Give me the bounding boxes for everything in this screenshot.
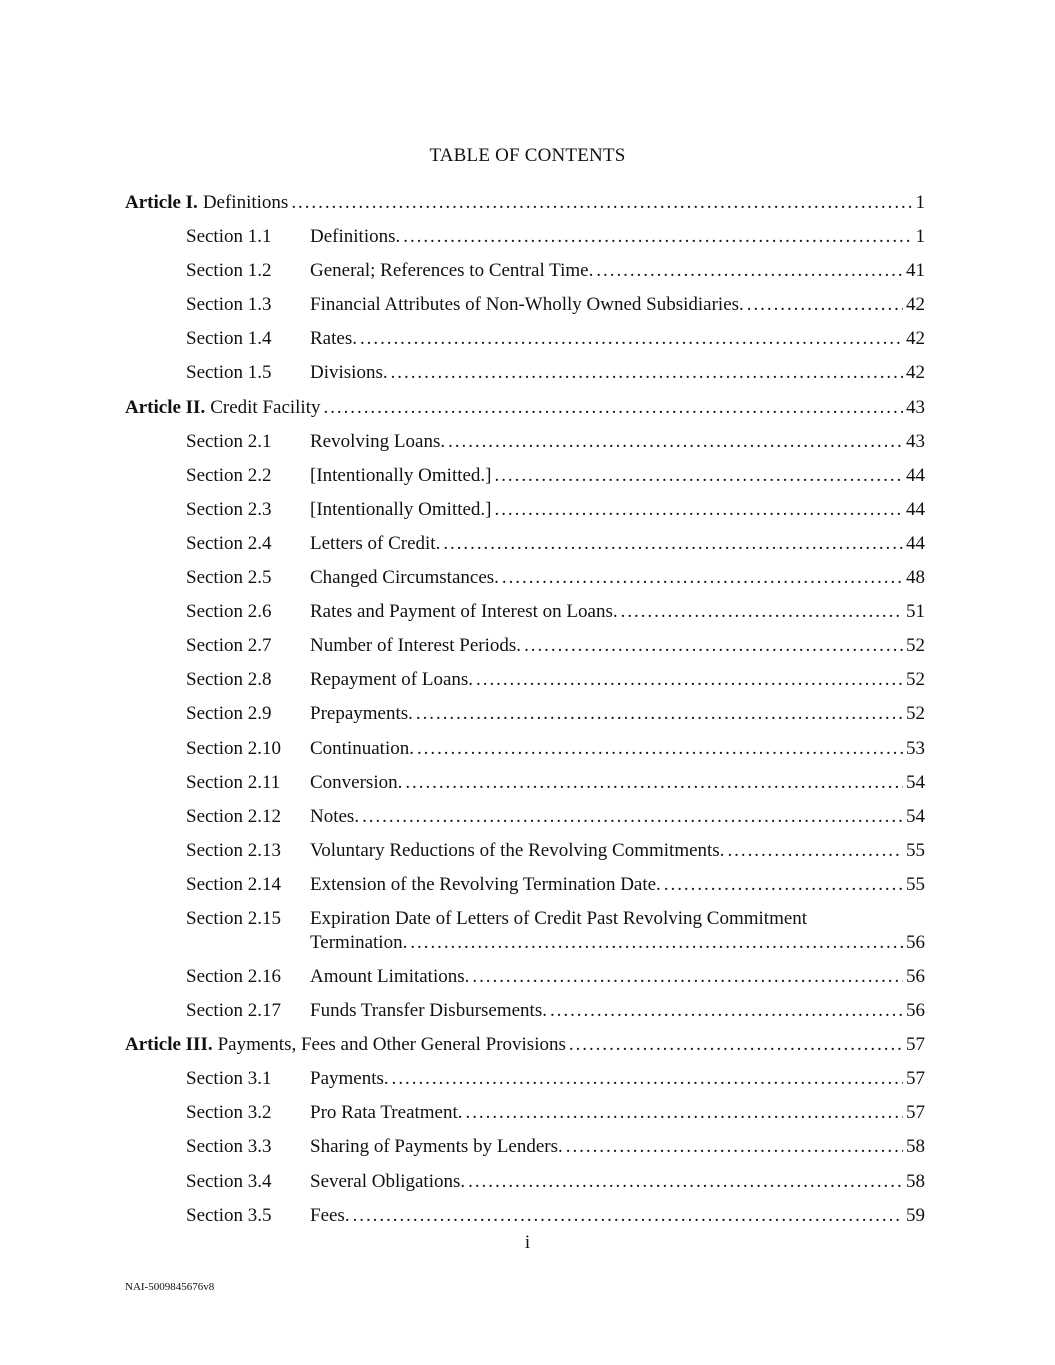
dot-leader	[476, 663, 903, 697]
toc-section-entry[interactable]	[125, 527, 925, 561]
section-label: Section 2.14	[186, 873, 281, 895]
section-label: Section 2.5	[186, 567, 272, 589]
toc-section-entry[interactable]	[125, 960, 925, 994]
entry-title: Revolving Loans.	[310, 430, 446, 452]
entry-page-number: 52	[906, 703, 925, 725]
dot-leader	[391, 356, 903, 390]
entry-page-number: 57	[906, 1102, 925, 1124]
dot-leader	[410, 931, 903, 955]
dot-leader	[362, 800, 903, 834]
dot-leader	[621, 595, 903, 629]
toc-section-entry[interactable]	[125, 834, 925, 868]
toc-section-entry[interactable]	[125, 902, 925, 960]
section-label: Section 1.2	[186, 260, 272, 282]
entry-title-continued: Termination.	[310, 931, 408, 953]
section-label: Section 3.4	[186, 1170, 272, 1192]
article-label: Article III.	[125, 1034, 213, 1056]
entry-title: Divisions.	[310, 362, 388, 384]
dot-leader	[502, 561, 903, 595]
section-label: Section 2.15	[186, 907, 281, 929]
entry-page-number: 48	[906, 567, 925, 589]
section-label: Section 2.3	[186, 498, 272, 520]
entry-title: Rates and Payment of Interest on Loans.	[310, 601, 618, 623]
entry-title: Prepayments.	[310, 703, 413, 725]
entry-title: Expiration Date of Letters of Credit Past Revolving Commitment	[310, 907, 808, 929]
entry-page-number: 41	[906, 260, 925, 282]
dot-leader	[392, 1062, 903, 1096]
entry-title: Repayment of Loans.	[310, 669, 474, 691]
toc-section-entry[interactable]	[125, 459, 925, 493]
article-label: Article II.	[125, 396, 206, 418]
dot-leader	[468, 1165, 903, 1199]
entry-page-number: 59	[906, 1204, 925, 1226]
entry-page-number: 57	[906, 1068, 925, 1090]
entry-title: Letters of Credit.	[310, 532, 441, 554]
section-label: Section 2.6	[186, 601, 272, 623]
entry-page-number: 43	[906, 396, 925, 418]
section-label: Section 3.1	[186, 1068, 272, 1090]
section-label: Section 2.17	[186, 1000, 281, 1022]
entry-page-number: 57	[906, 1034, 925, 1056]
dot-leader	[495, 493, 903, 527]
entry-title: Financial Attributes of Non-Wholly Owned Subsidiaries.	[310, 294, 744, 316]
toc-section-entry[interactable]	[125, 595, 925, 629]
toc-section-entry[interactable]	[125, 254, 925, 288]
entry-page-number: 58	[906, 1170, 925, 1192]
dot-leader	[747, 288, 903, 322]
toc-article-entry[interactable]	[125, 1028, 925, 1062]
entry-title: [Intentionally Omitted.]	[310, 498, 492, 520]
entry-title: Sharing of Payments by Lenders.	[310, 1136, 563, 1158]
section-label: Section 2.9	[186, 703, 272, 725]
entry-page-number: 56	[906, 965, 925, 987]
entry-page-number: 44	[906, 532, 925, 554]
dot-leader	[727, 834, 903, 868]
dot-leader	[524, 629, 903, 663]
entry-page-number: 58	[906, 1136, 925, 1158]
entry-page-number: 56	[906, 931, 925, 953]
dot-leader	[403, 220, 912, 254]
entry-title: Number of Interest Periods.	[310, 635, 522, 657]
entry-title: [Intentionally Omitted.]	[310, 464, 492, 486]
section-label: Section 2.12	[186, 805, 281, 827]
toc-section-entry[interactable]	[125, 322, 925, 356]
dot-leader	[360, 322, 903, 356]
toc-article-entry[interactable]	[125, 391, 925, 425]
entry-title: Conversion.	[310, 771, 403, 793]
entry-page-number: 44	[906, 498, 925, 520]
section-label: Section 3.3	[186, 1136, 272, 1158]
page-number: i	[524, 1232, 531, 1253]
entry-title: Payments.	[310, 1068, 389, 1090]
entry-title: Payments, Fees and Other General Provisions	[217, 1034, 566, 1056]
entry-title: Definitions.	[310, 226, 401, 248]
entry-title: Credit Facility	[210, 396, 321, 418]
entry-page-number: 51	[906, 601, 925, 623]
section-label: Section 2.13	[186, 839, 281, 861]
dot-leader	[416, 697, 903, 731]
entry-title: General; References to Central Time.	[310, 260, 594, 282]
toc-section-entry[interactable]	[125, 994, 925, 1028]
section-label: Section 2.7	[186, 635, 272, 657]
entry-title: Several Obligations.	[310, 1170, 466, 1192]
toc-section-entry[interactable]	[125, 697, 925, 731]
section-label: Section 2.10	[186, 737, 281, 759]
dot-leader	[596, 254, 903, 288]
dot-leader	[495, 459, 903, 493]
entry-page-number: 42	[906, 294, 925, 316]
entry-page-number: 42	[906, 328, 925, 350]
section-label: Section 1.5	[186, 362, 272, 384]
toc-article-entry[interactable]	[125, 186, 925, 220]
entry-page-number: 43	[906, 430, 925, 452]
article-label: Article I.	[125, 192, 198, 213]
page-title: TABLE OF CONTENTS	[429, 145, 626, 166]
section-label: Section 1.1	[186, 226, 272, 248]
dot-leader	[417, 732, 903, 766]
entry-title: Funds Transfer Disbursements.	[310, 1000, 547, 1022]
entry-page-number: 55	[906, 873, 925, 895]
dot-leader	[448, 425, 903, 459]
toc-section-entry[interactable]	[125, 561, 925, 595]
entry-title: Voluntary Reductions of the Revolving Commitments.	[310, 839, 725, 861]
section-label: Section 2.11	[186, 771, 281, 793]
dot-leader	[664, 868, 903, 902]
entry-title: Pro Rata Treatment.	[310, 1102, 463, 1124]
entry-title: Changed Circumstances.	[310, 567, 499, 589]
dot-leader	[353, 1199, 903, 1233]
dot-leader	[566, 1130, 903, 1164]
dot-leader	[324, 391, 904, 425]
dot-leader	[466, 1096, 903, 1130]
dot-leader	[569, 1028, 903, 1062]
entry-page-number: 1	[915, 192, 925, 213]
section-label: Section 1.4	[186, 328, 272, 350]
section-label: Section 2.8	[186, 669, 272, 691]
entry-title: Continuation.	[310, 737, 414, 759]
entry-page-number: 52	[906, 669, 925, 691]
toc-section-entry[interactable]	[125, 1062, 925, 1096]
entry-page-number: 53	[906, 737, 925, 759]
toc-section-entry[interactable]	[125, 288, 925, 322]
entry-title: Notes.	[310, 805, 360, 827]
entry-page-number: 44	[906, 464, 925, 486]
section-label: Section 3.5	[186, 1204, 272, 1226]
dot-leader	[472, 960, 903, 994]
entry-page-number: 42	[906, 362, 925, 384]
entry-page-number: 55	[906, 839, 925, 861]
entry-title: Fees.	[310, 1204, 350, 1226]
document-id: NAI-5009845676v8	[125, 1281, 215, 1293]
toc-section-entry[interactable]	[125, 1199, 925, 1233]
toc-section-entry[interactable]	[125, 1130, 925, 1164]
toc-section-entry[interactable]	[125, 425, 925, 459]
toc-section-entry[interactable]	[125, 663, 925, 697]
toc-section-entry[interactable]	[125, 1165, 925, 1199]
dot-leader	[550, 994, 903, 1028]
dot-leader	[405, 766, 903, 800]
toc-section-entry[interactable]	[125, 766, 925, 800]
entry-title: Extension of the Revolving Termination Date.	[310, 873, 661, 895]
section-label: Section 2.4	[186, 532, 272, 554]
entry-title: Definitions	[202, 192, 289, 213]
table-of-contents	[125, 186, 925, 1233]
toc-section-entry[interactable]	[125, 493, 925, 527]
section-label: Section 2.16	[186, 965, 281, 987]
entry-page-number: 52	[906, 635, 925, 657]
toc-section-entry[interactable]	[125, 356, 925, 390]
entry-page-number: 54	[906, 771, 925, 793]
dot-leader	[443, 527, 903, 561]
section-label: Section 2.1	[186, 430, 272, 452]
dot-leader	[291, 186, 912, 220]
entry-page-number: 54	[906, 805, 925, 827]
entry-page-number: 56	[906, 1000, 925, 1022]
section-label: Section 1.3	[186, 294, 272, 316]
toc-section-entry[interactable]	[125, 1096, 925, 1130]
entry-title: Amount Limitations.	[310, 965, 470, 987]
entry-page-number: 1	[915, 226, 925, 248]
toc-section-entry[interactable]	[125, 868, 925, 902]
toc-section-entry[interactable]	[125, 220, 925, 254]
toc-section-entry[interactable]	[125, 732, 925, 766]
section-label: Section 2.2	[186, 464, 272, 486]
toc-section-entry[interactable]	[125, 800, 925, 834]
entry-title: Rates.	[310, 328, 357, 350]
section-label: Section 3.2	[186, 1102, 272, 1124]
toc-section-entry[interactable]	[125, 629, 925, 663]
